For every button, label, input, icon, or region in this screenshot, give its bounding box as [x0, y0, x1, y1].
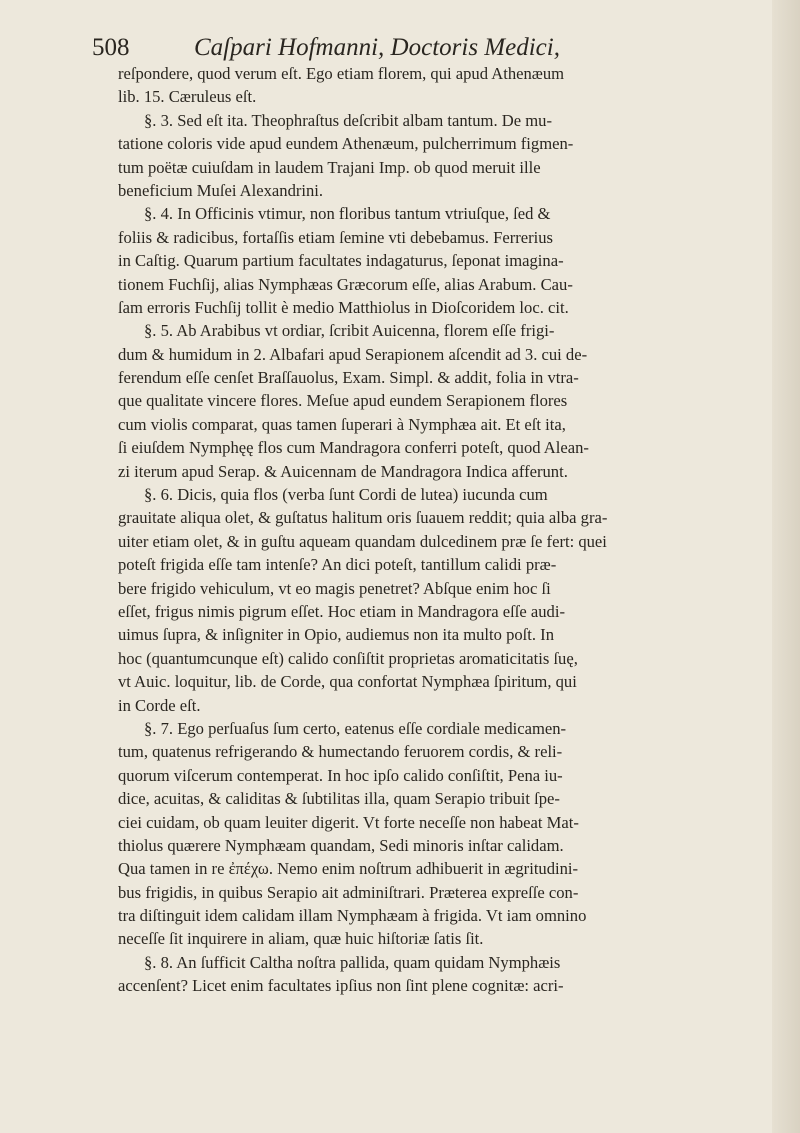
text-line: §. 7. Ego perſuaſus ſum certo, eatenus eſſe cordiale medicamen- — [144, 718, 567, 738]
text-line: tra diſtinguit idem calidam illam Nymphæam à frigida. Vt iam omnino — [118, 906, 587, 926]
text-line: ferendum eſſe cenſet Braſſauolus, Exam. Simpl. & addit, folia in vtra- — [118, 368, 579, 388]
body-text — [118, 62, 768, 998]
text-line: §. 6. Dicis, quia flos (verba ſunt Cordi de lutea) iucunda cum — [144, 485, 548, 505]
text-line: beneficium Muſei Alexandrini. — [118, 180, 324, 200]
text-line: quorum viſcerum contemperat. In hoc ipſo calido conſiſtit, Pena iu- — [118, 765, 563, 785]
text-line: §. 8. An ſufficit Caltha noſtra pallida, quam quidam Nymphæis — [144, 952, 561, 972]
text-line: tum poëtæ cuiuſdam in laudem Trajani Imp. ob quod meruit ille — [118, 157, 541, 177]
text-line: foliis & radicibus, fortaſſis etiam ſemine vti debebamus. Ferrerius — [118, 227, 554, 247]
text-line: ſam erroris Fuchſij tollit è medio Matthiolus in Dioſcoridem loc. cit. — [118, 297, 569, 317]
page-number: 508 — [92, 34, 130, 61]
text-line: uimus ſupra, & inſigniter in Opio, audiemus non ita multo poſt. In — [118, 625, 555, 645]
text-line: ciei cuidam, ob quam leuiter digerit. Vt forte neceſſe non habeat Mat- — [118, 812, 579, 832]
text-line: poteſt frigida eſſe tam intenſe? An dici poteſt, tantillum calidi præ- — [118, 555, 557, 575]
text-line: thiolus quærere Nymphæam quandam, Sedi minoris inſtar calidam. — [118, 835, 564, 855]
text-line: lib. 15. Cæruleus eſt. — [118, 87, 257, 107]
running-head: Caſpari Hofmanni, Doctoris Medici, — [194, 34, 560, 61]
text-line: dum & humidum in 2. Albafari apud Serapionem aſcendit ad 3. cui de- — [118, 344, 588, 364]
text-line: tionem Fuchſij, alias Nymphæas Græcorum eſſe, alias Arabum. Cau- — [118, 274, 573, 294]
text-line: neceſſe ſit inquirere in aliam, quæ huic hiſtoriæ ſatis ſit. — [118, 929, 484, 949]
text-line: in Caſtig. Quarum partium facultates indagaturus, ſeponat imagina- — [118, 251, 564, 271]
text-line: §. 5. Ab Arabibus vt ordiar, ſcribit Auicenna, florem eſſe frigi- — [144, 321, 555, 341]
text-line: reſpondere, quod verum eſt. Ego etiam florem, qui apud Athenæum — [118, 64, 565, 83]
page-edge-shadow — [772, 0, 800, 1133]
text-line: cum violis comparat, quas tamen ſuperari à Nymphæa ait. Et eſt ita, — [118, 414, 566, 434]
text-line: bere frigido vehiculum, vt eo magis penetret? Abſque enim hoc ſi — [118, 578, 551, 598]
text-line: Qua tamen in re ἐπέχω. Nemo enim noſtrum adhibuerit in ægritudini- — [118, 859, 579, 879]
text-line: dice, acuitas, & caliditas & ſubtilitas illa, quam Serapio tribuit ſpe- — [118, 789, 560, 809]
text-line: accenſent? Licet enim facultates ipſius non ſint plene cognitæ: acri- — [118, 976, 564, 996]
text-line: uiter etiam olet, & in guſtu aqueam quandam dulcedinem præ ſe fert: quei — [118, 531, 607, 551]
text-line: grauitate aliqua olet, & guſtatus halitum oris ſuauem reddit; quia alba gra- — [118, 508, 608, 528]
text-line: §. 3. Sed eſt ita. Theophraſtus deſcribit albam tantum. De mu- — [144, 110, 552, 130]
text-line: bus frigidis, in quibus Serapio ait adminiſtrari. Præterea expreſſe con- — [118, 882, 579, 902]
text-line: eſſet, frigus nimis pigrum eſſet. Hoc etiam in Mandragora eſſe audi- — [118, 601, 565, 621]
text-line: vt Auic. loquitur, lib. de Corde, qua confortat Nymphæa ſpiritum, qui — [118, 672, 577, 692]
text-line: §. 4. In Officinis vtimur, non floribus tantum vtriuſque, ſed & — [144, 204, 551, 224]
text-line: zi iterum apud Serap. & Auicennam de Mandragora Indica afferunt. — [118, 461, 568, 481]
text-line: tatione coloris vide apud eundem Athenæum, pulcherrimum figmen- — [118, 134, 574, 154]
text-line: tum, quatenus refrigerando & humectando feruorem cordis, & reli- — [118, 742, 563, 762]
page-header — [92, 34, 732, 64]
text-line: ſi eiuſdem Nymphęę flos cum Mandragora conferri poteſt, quod Alean- — [118, 438, 589, 458]
text-line: hoc (quantumcunque eſt) calido conſiſtit proprietas aromaticitatis ſuę, — [118, 648, 578, 668]
text-line: que qualitate vincere flores. Meſue apud eundem Serapionem flores — [118, 391, 568, 411]
text-line: in Corde eſt. — [118, 695, 201, 715]
